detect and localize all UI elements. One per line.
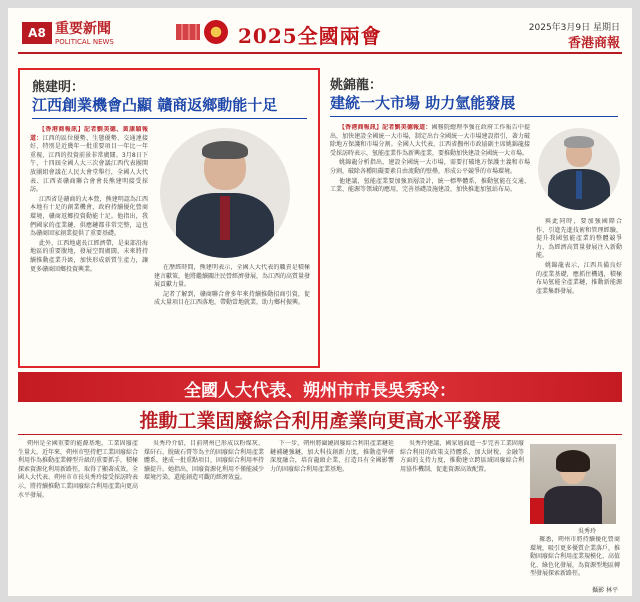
bottom-body-col1	[18, 440, 138, 592]
bottom-body-col5	[530, 536, 620, 584]
left-paragraph: 在歷經時間，熊建明表示，全國人大代表的職責是積極建言獻策，他將繼續關注民營經濟發展，為江西的高質量發展貢獻力量。	[154, 264, 310, 289]
page-header	[8, 8, 632, 52]
right-paragraph: 姚錦龍分析指出，建設全國統一大市場，需要打破地方保護主義和市場分割，破除各種阻礙要素自由流動的壁壘，形成公平競爭的市場環境。	[330, 159, 530, 175]
bottom-red-banner	[18, 372, 622, 402]
right-body-col1	[330, 124, 530, 364]
bottom-portrait-photo	[530, 444, 616, 524]
right-byline-name: 姚錦龍：	[330, 78, 383, 93]
header-divider	[18, 52, 622, 54]
bottom-paragraph: 據悉，朔州市將持續優化營商環境，吸引更多優質企業落戶，推動固廢綜合利用產業規模化、高值化、綠色化發展，為資源型地區轉型發展探索新路徑。	[530, 536, 620, 578]
banner-title: 2025全國兩會	[238, 24, 382, 48]
page-number: A8	[22, 22, 52, 44]
right-lead: 【香港商報訊】記者劉美德報道：	[339, 124, 432, 131]
left-lead: 【香港商報訊】記者劉美德、黃康穎報道：	[30, 126, 148, 142]
bottom-body-col4	[400, 440, 524, 592]
bottom-paragraph: 朔州是全國重要的能源基地，工業固廢產生量大。近年來，朔州市堅持把工業固廢綜合利用作為推動產業轉型升級的重要抓手，積極探索資源化利用新路徑，取得了顯著成效。全國人大代表、朔州市市長吳秀玲接受採訪時表示，將持續推動工業固廢綜合利用產業向更高水平發展。	[18, 440, 138, 499]
bottom-paragraph: 吳秀玲介紹，目前朔州已形成以粉煤灰、煤矸石、脫硫石膏等為主的固廢綜合利用產業體系，建成一批重點項目，固廢綜合利用率持續提升。她指出，固廢資源化利用不僅能減少環境污染，還能創造可觀的經濟效益。	[144, 440, 264, 482]
bottom-paragraph: 吳秀玲建議，國家層面進一步完善工業固廢綜合利用的政策支持體系，加大財稅、金融等方面的支持力度，推動建立跨區域固廢綜合利用協作機制，促進資源高效配置。	[400, 440, 524, 473]
right-headline-divider	[330, 116, 618, 117]
newspaper-page	[8, 8, 632, 596]
bottom-article	[18, 372, 622, 594]
left-article	[18, 68, 320, 368]
photo-caption: 吳秀玲	[578, 528, 597, 535]
brand-logo: 香港商報	[567, 36, 620, 51]
left-byline-name: 熊建明：	[32, 80, 85, 95]
bottom-headline-divider	[18, 434, 622, 435]
header-banner	[176, 18, 446, 46]
bottom-body-col2	[144, 440, 264, 592]
left-paragraph: 江西的區位優勢、生態優勢、交通連接好，特別是近幾年一批重要項目一年比一年重視，江西的投資前景非常廣闊。3月8日下午，十四屆全國人大三次會議江西代表團開放團組會議在人民大會堂舉行，全國人大代表、江西省贛商聯合會會長熊建明接受採訪。	[30, 134, 148, 194]
national-emblem-icon	[204, 20, 228, 44]
right-headline: 建統一大市場 助力氫能發展	[330, 94, 516, 112]
right-article	[326, 68, 624, 368]
section-label	[55, 18, 137, 46]
photo-credit: 攝影 林平	[592, 587, 618, 594]
section-name: 重要新聞	[55, 21, 111, 37]
right-paragraph: 與此同時，要加強國際合作，引進先進技術和管理經驗，提升我國氫能產業的整體競爭力，為經濟高質量發展注入新動能。	[536, 218, 622, 260]
issue-date: 2025年3月9日 星期日	[528, 23, 620, 33]
left-body-col1	[30, 126, 148, 364]
flags-icon	[176, 24, 200, 40]
right-paragraph: 國務院總理李強在政府工作報告中提出，加快建設全國統一大市場，制定出台全國統一大市場建設指引，著力破除地方保護和市場分割。全國人大代表、江西省撫州市政協副主席姚錦龍接受採訪時表示，氫能產業作為新興產業，要推動加快建設全國統一大市場。	[330, 124, 530, 157]
left-headline: 江西創業機會凸顯 贛商返鄉動能十足	[32, 96, 278, 114]
bottom-paragraph: 下一步，朔州將圍繞固廢綜合利用產業鏈延鏈補鏈強鏈，加大科技創新力度，推動產學研深度融合，培育龍頭企業，打造具有全國影響力的固廢綜合利用產業基地。	[270, 440, 394, 473]
right-paragraph: 他建議，氫能產業要加強頂層設計，統一標準體系，推動氫能在交通、工業、能源等領域的應用，完善基礎設施建設，加快推進加氫站布局。	[330, 177, 530, 194]
left-body-col2	[154, 264, 310, 364]
bottom-body-col3	[270, 440, 394, 592]
right-paragraph: 姚錦龍表示，江西具備良好的產業基礎，應抓住機遇，積極布局氫能全產業鏈，推動新能源產業集群發展。	[536, 261, 622, 295]
right-body-col2	[536, 218, 622, 364]
left-portrait-photo	[160, 128, 290, 258]
left-paragraph: 此外，江西地處長江經濟帶，是東部沿海地區的重要腹地，發展空間廣闊，未來將持續推動產業升級，加快形成新質生產力，讓更多贛商回鄉投資興業。	[30, 239, 148, 273]
left-paragraph: 記者了解到，贛商聯合會多年來持續推動招商引資，促成大量項目在江西落地，帶動當地就業，助力鄉村振興。	[154, 290, 310, 307]
left-headline-divider	[32, 118, 307, 119]
left-paragraph: 江西省是贛商的大本營，熊建明認為江西本地有十足的創業機會，政府持續優化營商環境，贛商返鄉投資動能十足。他指出，我們國家的產業鏈、供應鏈都非常完整，這也為贛商回家創業提供了重要基礎。	[30, 195, 148, 238]
bottom-headline: 推動工業固廢綜合利用產業向更高水平發展	[139, 410, 501, 432]
bottom-red-banner-text: 全國人大代表、朔州市市長吳秀玲：	[184, 381, 456, 401]
right-portrait-photo	[538, 128, 620, 210]
section-sub: POLITICAL NEWS	[55, 38, 114, 46]
